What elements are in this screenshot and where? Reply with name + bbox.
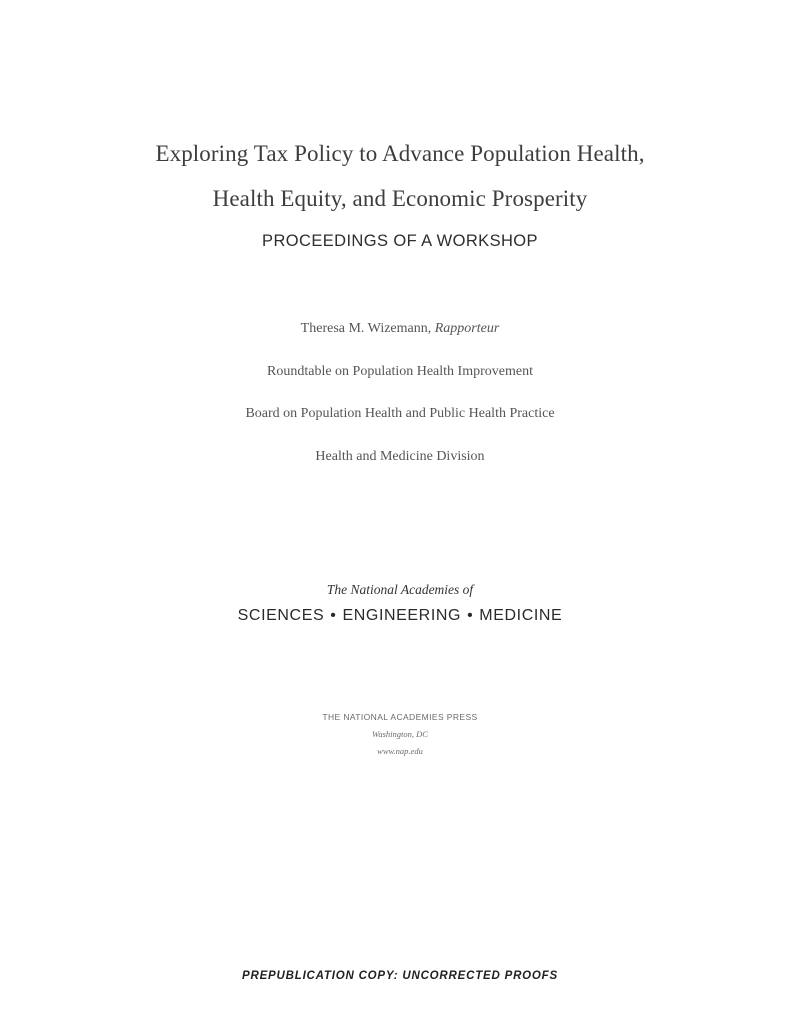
book-subtitle: PROCEEDINGS OF A WORKSHOP bbox=[262, 232, 538, 250]
publisher-name: THE NATIONAL ACADEMIES PRESS bbox=[322, 712, 478, 722]
unit-division: Health and Medicine Division bbox=[315, 449, 485, 464]
separator-dot: • bbox=[330, 607, 337, 624]
prepublication-notice: PREPUBLICATION COPY: UNCORRECTED PROOFS bbox=[242, 970, 558, 982]
rapporteur-role: Rapporteur bbox=[434, 321, 500, 336]
book-title-line-2: Health Equity, and Economic Prosperity bbox=[212, 186, 588, 211]
rapporteur-credit bbox=[0, 321, 800, 337]
academies-logo-prefix: The National Academies of bbox=[326, 582, 474, 597]
publisher-url: www.nap.edu bbox=[377, 746, 423, 756]
academies-logo-names bbox=[0, 607, 800, 625]
academies-name-engineering: ENGINEERING bbox=[342, 607, 462, 624]
publisher-city: Washington, DC bbox=[372, 729, 428, 739]
rapporteur-name: Theresa M. Wizemann, bbox=[300, 321, 432, 336]
academies-name-sciences: SCIENCES bbox=[237, 607, 325, 624]
unit-board: Board on Population Health and Public Health Practice bbox=[245, 406, 555, 421]
academies-name-medicine: MEDICINE bbox=[479, 607, 563, 624]
unit-roundtable: Roundtable on Population Health Improvement bbox=[267, 364, 533, 379]
separator-dot: • bbox=[467, 607, 474, 624]
book-title-line-1: Exploring Tax Policy to Advance Population Health, bbox=[155, 141, 645, 166]
